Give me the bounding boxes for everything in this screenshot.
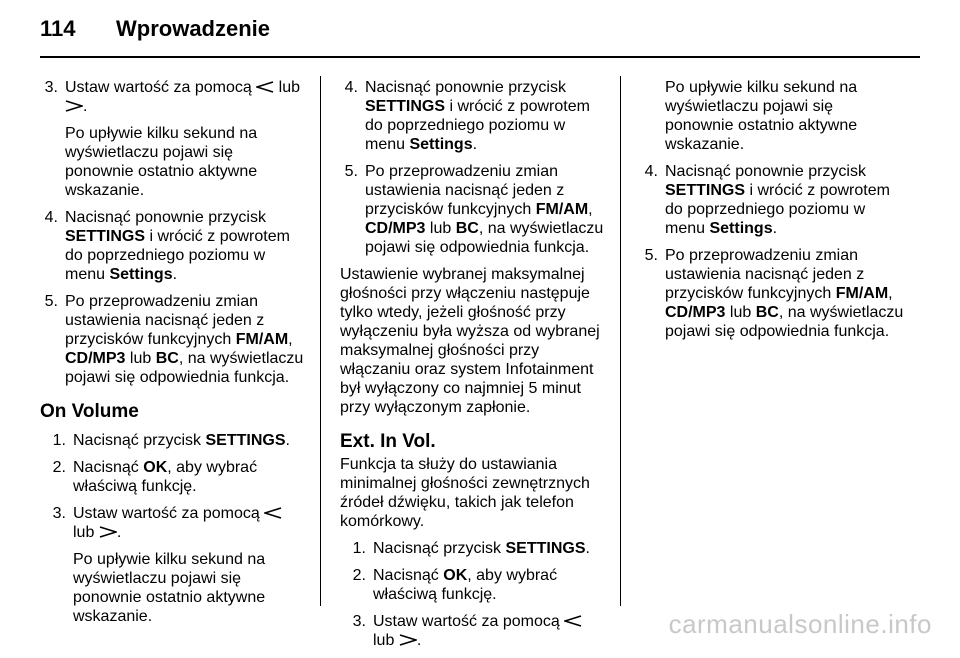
settings-button-ref: SETTINGS xyxy=(205,432,286,449)
settings-menu-ref: Settings xyxy=(409,136,473,153)
column-divider xyxy=(320,76,321,606)
step-text: Nacisnąć przycisk xyxy=(73,432,202,449)
step-text: Po przeprowadzeniu zmian ustawienia nacisnąć jeden z przycisków funkcyjnych xyxy=(365,163,565,218)
page-number: 114 xyxy=(40,16,76,41)
step-text: . xyxy=(83,98,88,115)
step-text: . xyxy=(416,632,422,649)
step-5-finish xyxy=(640,246,905,341)
step-text: . xyxy=(285,432,290,449)
ok-button-ref: OK xyxy=(143,459,168,476)
step-note: Po upływie kilku sekund na wyświetlaczu pojawi się ponownie ostatnio aktywne wskazanie. xyxy=(665,79,858,153)
body-paragraph: Funkcja ta służy do ustawiania minimalnej głośności zewnętrznych źródeł dźwięku, takich jak telefon komórkowy. xyxy=(340,456,590,530)
cd-mp3-button-ref: CD/MP3 xyxy=(665,304,726,321)
step-text: , na wyświetlaczu pojawi się odpowiednia funkcja. xyxy=(365,220,604,256)
step-number: 5. xyxy=(344,163,358,180)
step-number: 3. xyxy=(52,505,66,522)
step-3-adjust xyxy=(348,612,605,650)
step-text: Nacisnąć xyxy=(73,459,139,476)
settings-menu-ref: Settings xyxy=(709,220,773,237)
ok-button-ref: OK xyxy=(443,567,468,584)
step-text: , xyxy=(288,331,293,348)
column-3 xyxy=(640,78,905,349)
step-text: , aby wybrać właściwą funkcję. xyxy=(373,567,558,603)
page-title: Wprowadzenie xyxy=(116,16,271,41)
step-text: , xyxy=(588,201,593,218)
step-4-return xyxy=(40,208,305,284)
step-number: 5. xyxy=(644,247,658,264)
step-text: . xyxy=(585,540,590,557)
cd-mp3-button-ref: CD/MP3 xyxy=(365,220,426,237)
step-4-return xyxy=(340,78,605,154)
step-number: 2. xyxy=(52,459,66,476)
cd-mp3-button-ref: CD/MP3 xyxy=(65,350,126,367)
arrow-left-icon xyxy=(564,615,582,627)
step-number: 1. xyxy=(352,540,366,557)
step-number: 2. xyxy=(352,567,366,584)
step-2-ok xyxy=(48,458,305,496)
arrow-right-icon xyxy=(399,634,417,646)
step-number: 4. xyxy=(644,163,658,180)
step-text: , xyxy=(888,285,893,302)
arrow-right-icon xyxy=(65,100,83,112)
step-text: i wrócić z powrotem do poprzedniego poziomu w menu xyxy=(365,98,590,153)
step-text: Po przeprowadzeniu zmian ustawienia nacisnąć jeden z przycisków funkcyjnych xyxy=(665,247,865,302)
step-text: Po przeprowadzeniu zmian ustawienia nacisnąć jeden z przycisków funkcyjnych xyxy=(65,293,265,348)
step-1-press xyxy=(348,539,605,558)
fm-am-button-ref: FM/AM xyxy=(835,285,889,302)
section-heading: Ext. In Vol. xyxy=(340,431,436,452)
step-text: Nacisnąć ponownie przycisk xyxy=(365,79,566,96)
step-3-adjust xyxy=(48,504,305,626)
settings-button-ref: SETTINGS xyxy=(65,228,146,245)
arrow-left-icon xyxy=(264,507,282,519)
step-text: Nacisnąć xyxy=(373,567,439,584)
step-text: . xyxy=(172,266,178,283)
step-5-finish xyxy=(340,162,605,257)
step-4-return xyxy=(640,162,905,238)
arrow-left-icon xyxy=(256,81,274,93)
fm-am-button-ref: FM/AM xyxy=(535,201,589,218)
step-number: 3. xyxy=(352,613,366,630)
step-note: Po upływie kilku sekund na wyświetlaczu pojawi się ponownie ostatnio aktywne wskazanie. xyxy=(65,125,258,199)
step-note: Po upływie kilku sekund na wyświetlaczu pojawi się ponownie ostatnio aktywne wskazanie. xyxy=(73,551,266,625)
step-number: 4. xyxy=(44,209,58,226)
step-text: Ustaw wartość za pomocą xyxy=(373,613,560,630)
column-divider xyxy=(620,76,621,606)
step-text: . xyxy=(472,136,478,153)
step-text: Nacisnąć ponownie przycisk xyxy=(65,209,266,226)
arrow-right-icon xyxy=(99,526,117,538)
section-heading: On Volume xyxy=(40,401,139,422)
step-1-press xyxy=(48,431,305,450)
step-text: , na wyświetlaczu pojawi się odpowiednia funkcja. xyxy=(65,350,304,386)
fm-am-button-ref: FM/AM xyxy=(235,331,289,348)
watermark: carmanualsonline.info xyxy=(668,609,932,639)
column-2 xyxy=(340,78,605,658)
bc-button-ref: BC xyxy=(155,350,179,367)
settings-button-ref: SETTINGS xyxy=(505,540,586,557)
step-text: Ustaw wartość za pomocą xyxy=(73,505,260,522)
step-number: 4. xyxy=(344,79,358,96)
step-text: Nacisnąć ponownie przycisk xyxy=(665,163,866,180)
header-rule xyxy=(40,56,920,58)
step-number: 1. xyxy=(52,432,66,449)
step-number: 5. xyxy=(44,293,58,310)
step-text: lub xyxy=(278,79,300,96)
step-2-ok xyxy=(348,566,605,604)
column-1 xyxy=(40,78,305,634)
page-header xyxy=(0,0,960,58)
step-text: , aby wybrać właściwą funkcję. xyxy=(73,459,258,495)
step-text: Ustaw wartość za pomocą xyxy=(65,79,252,96)
step-text: , na wyświetlaczu pojawi się odpowiednia funkcja. xyxy=(665,304,904,340)
step-text: i wrócić z powrotem do poprzedniego poziomu w menu xyxy=(65,228,290,283)
step-text: . xyxy=(116,524,122,541)
step-5-finish xyxy=(40,292,305,387)
settings-button-ref: SETTINGS xyxy=(365,98,446,115)
body-paragraph: Ustawienie wybranej maksymalnej głośności przy włączeniu następuje tylko wtedy, jeżeli głośność przy wyłączeniu była wyższa od wybranej maksymalnej głośności przy włączaniu oraz system Infotainment był wyłączony co najmniej 5 minut przy wyłączonym zapłonie. xyxy=(340,266,600,416)
step-3-adjust xyxy=(40,78,305,200)
step-text: lub xyxy=(429,220,452,237)
settings-button-ref: SETTINGS xyxy=(665,182,746,199)
step-text: lub xyxy=(73,524,95,541)
step-text: lub xyxy=(129,350,152,367)
step-number: 3. xyxy=(44,79,58,96)
bc-button-ref: BC xyxy=(455,220,479,237)
step-text: lub xyxy=(729,304,752,321)
step-text: . xyxy=(772,220,778,237)
bc-button-ref: BC xyxy=(755,304,779,321)
step-text: lub xyxy=(373,632,395,649)
step-text: Nacisnąć przycisk xyxy=(373,540,502,557)
step-text: i wrócić z powrotem do poprzedniego poziomu w menu xyxy=(665,182,890,237)
settings-menu-ref: Settings xyxy=(109,266,173,283)
